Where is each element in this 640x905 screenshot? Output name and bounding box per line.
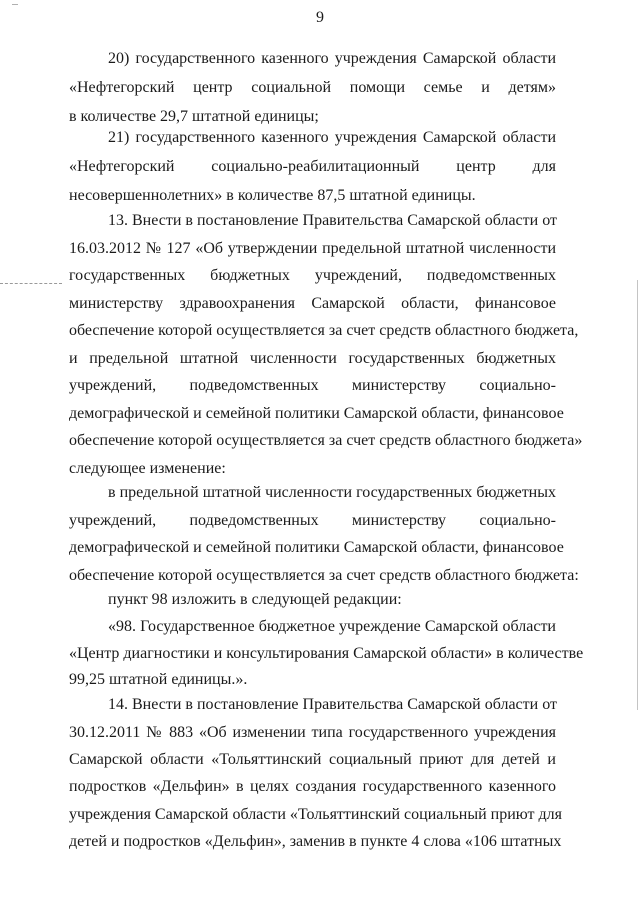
text-line: демографической и семейной политики Самарской области, финансовое [69, 405, 564, 422]
text-line: 21) государственного казенного учреждения Самарской области [108, 129, 556, 146]
text-line: обеспечение которой осуществляется за счет средств областного бюджета: [69, 567, 579, 584]
page-number: 9 [316, 9, 324, 26]
text-line: учреждений, подведомственных министерству социально- [69, 512, 556, 529]
text-line: 20) государственного казенного учреждения Самарской области [108, 50, 556, 67]
text-line: министерству здравоохранения Самарской области, финансовое [69, 295, 556, 312]
text-line: 14. Внести в постановление Правительства Самарской области от [108, 696, 557, 713]
text-line: подростков «Дельфин» в целях создания государственного казенного [69, 778, 556, 795]
text-line: в предельной штатной численности государственных бюджетных [108, 484, 556, 501]
text-line: учреждения Самарской области «Тольяттинский социальный приют для [69, 806, 563, 823]
text-line: пункт 98 изложить в следующей редакции: [108, 591, 402, 608]
text-line: следующее изменение: [69, 460, 226, 477]
text-line: учреждений, подведомственных министерству социально- [69, 377, 556, 394]
text-line: «Нефтегорский центр социальной помощи семье и детям» [69, 79, 556, 96]
text-line: 99,25 штатной единицы.». [69, 671, 248, 688]
text-line: и предельной штатной численности государственных бюджетных [69, 350, 556, 367]
text-line: «Нефтегорский социально-реабилитационный центр для [69, 158, 556, 175]
text-line: 16.03.2012 № 127 «Об утверждении предельной штатной численности [69, 240, 556, 257]
scan-artifact-edge [637, 280, 638, 710]
text-line: демографической и семейной политики Самарской области, финансовое [69, 539, 564, 556]
text-line: обеспечение которой осуществляется за счет средств областного бюджета, [69, 322, 579, 339]
text-line: несовершеннолетних» в количестве 87,5 штатной единицы. [69, 187, 476, 204]
text-line: 13. Внести в постановление Правительства Самарской области от [108, 212, 557, 229]
text-line: в количестве 29,7 штатной единицы; [69, 108, 319, 125]
text-line: 30.12.2011 № 883 «Об изменении типа государственного учреждения [69, 724, 556, 741]
text-line: обеспечение которой осуществляется за счет средств областного бюджета» [69, 432, 583, 449]
text-line: государственных бюджетных учреждений, подведомственных [69, 267, 556, 284]
text-line: «Центр диагностики и консультирования Самарской области» в количестве [69, 645, 584, 662]
text-line: детей и подростков «Дельфин», заменив в пункте 4 слова «106 штатных [69, 833, 562, 850]
text-line: «98. Государственное бюджетное учреждение Самарской области [108, 618, 556, 635]
text-line: Самарской области «Тольяттинский социальный приют для детей и [69, 751, 556, 768]
scan-artifact-dashes [0, 283, 62, 284]
scan-artifact-mark [12, 4, 18, 5]
